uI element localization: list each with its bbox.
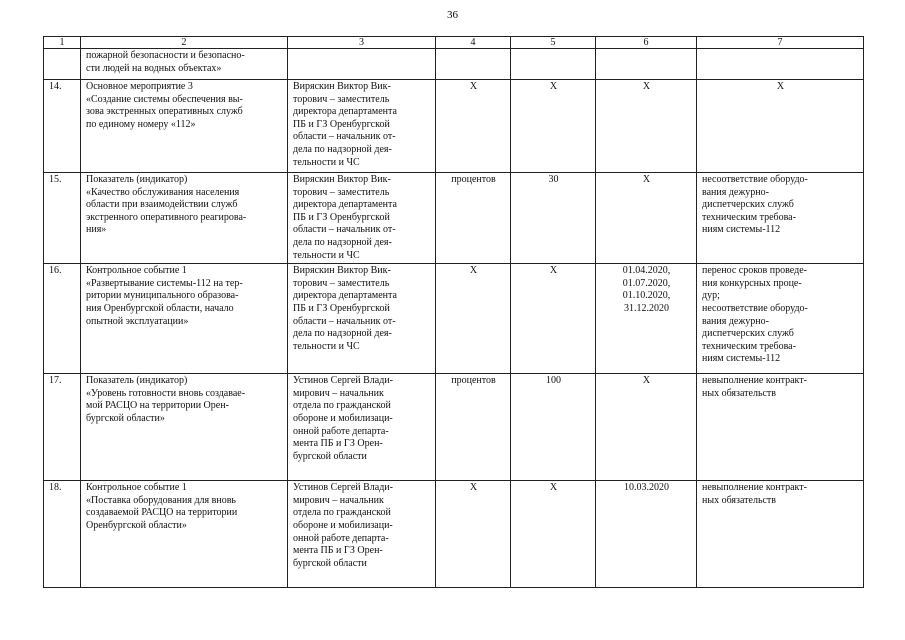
date-cell-line: 01.10.2020, <box>622 290 671 302</box>
page-number: 36 <box>447 9 458 21</box>
risk-cell <box>697 481 864 588</box>
date-cell-line: 01.04.2020, <box>622 265 671 277</box>
responsible-cell-line: Виряскин Виктор Вик- <box>293 174 391 185</box>
risk-cell <box>697 173 864 264</box>
measure-name-cell-line: бургской области» <box>86 412 165 424</box>
responsible-cell <box>288 481 436 588</box>
date-cell <box>596 374 697 481</box>
responsible-cell-line: мента ПБ и ГЗ Орен- <box>293 438 383 450</box>
measure-name-cell-line: зова экстренных оперативных служб <box>86 106 243 118</box>
column-header: 7 <box>697 37 864 49</box>
measure-name-cell <box>81 374 288 481</box>
unit-cell: Х <box>436 80 511 173</box>
responsible-cell <box>288 80 436 173</box>
date-cell <box>596 173 697 264</box>
unit-cell: Х <box>436 481 511 588</box>
column-header: 4 <box>436 37 511 49</box>
responsible-cell-line: директора департамента <box>293 199 397 211</box>
measure-name-cell-line: ния Оренбургской области, начало <box>86 302 234 314</box>
row-number <box>44 49 81 80</box>
measure-name-cell <box>81 264 288 374</box>
risk-cell <box>697 264 864 374</box>
measure-name-cell-line: Контрольное событие 1 <box>86 265 187 277</box>
responsible-cell-line: обороне и мобилизаци- <box>293 519 393 531</box>
risk-cell-line: ных обязательств <box>702 387 777 399</box>
responsible-cell-line: области – начальник от- <box>293 131 396 143</box>
measures-table <box>43 36 864 588</box>
measure-name-cell-line: «Развертывание системы-112 на тер- <box>86 277 243 289</box>
column-number-row <box>44 37 864 49</box>
measure-name-cell-line: «Уровень готовности вновь создавае- <box>86 387 246 399</box>
value-cell: Х <box>511 80 596 173</box>
row-number: 14. <box>44 80 81 173</box>
responsible-cell-line: торович – заместитель <box>293 186 390 198</box>
date-cell <box>596 481 697 588</box>
risk-cell-line: невыполнение контракт- <box>702 482 807 494</box>
responsible-cell-line: отдела по гражданской <box>293 400 391 412</box>
risk-cell-line: перенос сроков проведе- <box>702 265 807 277</box>
responsible-cell-line: области – начальник от- <box>293 224 396 236</box>
responsible-cell-line: отдела по гражданской <box>293 507 391 519</box>
measure-name-cell-line: сти людей на водных объектах» <box>86 62 222 74</box>
unit-cell <box>436 49 511 80</box>
measure-name-cell-line: Оренбургской области» <box>86 519 187 531</box>
row-number: 15. <box>44 173 81 264</box>
column-header: 6 <box>596 37 697 49</box>
row-number: 16. <box>44 264 81 374</box>
responsible-cell <box>288 173 436 264</box>
measure-name-cell-line: пожарной безопасности и безопасно- <box>86 50 245 61</box>
table-row <box>44 49 864 80</box>
risk-cell-line: вания дежурно- <box>702 186 769 198</box>
responsible-cell-line: тельности и ЧС <box>293 249 360 261</box>
column-header: 3 <box>288 37 436 49</box>
measure-name-cell-line: ния» <box>86 224 107 236</box>
responsible-cell-line: онной работе департа- <box>293 532 389 544</box>
responsible-cell-line: дела по надзорной дея- <box>293 143 392 155</box>
responsible-cell <box>288 49 436 80</box>
column-header: 5 <box>511 37 596 49</box>
responsible-cell-line: обороне и мобилизаци- <box>293 412 393 424</box>
risk-cell-line: ных обязательств <box>702 494 777 506</box>
measure-name-cell-line: опытной эксплуатации» <box>86 315 189 327</box>
risk-cell-line: техническим требова- <box>702 211 796 223</box>
unit-cell: процентов <box>436 173 511 264</box>
responsible-cell-line: Устинов Сергей Влади- <box>293 375 393 387</box>
measure-name-cell-line: ритории муниципального образова- <box>86 290 239 302</box>
value-cell <box>511 49 596 80</box>
risk-cell-line: невыполнение контракт- <box>702 375 807 387</box>
table-row <box>44 173 864 264</box>
risk-cell-line: диспетчерских служб <box>702 199 794 211</box>
responsible-cell-line: ПБ и ГЗ Оренбургской <box>293 118 390 130</box>
measure-name-cell-line: мой РАСЦО на территории Орен- <box>86 400 229 412</box>
responsible-cell-line: дела по надзорной дея- <box>293 328 392 340</box>
responsible-cell-line: директора департамента <box>293 290 397 302</box>
responsible-cell-line: торович – заместитель <box>293 277 390 289</box>
value-cell: 30 <box>511 173 596 264</box>
responsible-cell-line: мирович – начальник <box>293 494 384 506</box>
date-cell-line: Х <box>642 81 651 92</box>
responsible-cell-line: директора департамента <box>293 106 397 118</box>
column-header: 1 <box>44 37 81 49</box>
responsible-cell-line: дела по надзорной дея- <box>293 236 392 248</box>
responsible-cell-line: онной работе департа- <box>293 425 389 437</box>
risk-cell-line: дур; <box>702 290 720 302</box>
responsible-cell-line: области – начальник от- <box>293 315 396 327</box>
responsible-cell-line: мента ПБ и ГЗ Орен- <box>293 545 383 557</box>
responsible-cell-line: Устинов Сергей Влади- <box>293 482 393 494</box>
risk-cell-line: вания дежурно- <box>702 315 769 327</box>
responsible-cell-line: Виряскин Виктор Вик- <box>293 81 391 92</box>
measure-name-cell <box>81 80 288 173</box>
column-header: 2 <box>81 37 288 49</box>
risk-cell-line: ниям системы-112 <box>702 353 781 365</box>
risk-cell <box>697 80 864 173</box>
measure-name-cell-line: Основное мероприятие 3 <box>86 81 193 92</box>
risk-cell-line: диспетчерских служб <box>702 328 794 340</box>
responsible-cell-line: мирович – начальник <box>293 387 384 399</box>
risk-cell <box>697 49 864 80</box>
value-cell: 100 <box>511 374 596 481</box>
date-cell <box>596 264 697 374</box>
risk-cell-line: техническим требова- <box>702 340 796 352</box>
table-row <box>44 264 864 374</box>
measure-name-cell-line: экстренного оперативного реагирова- <box>86 211 247 223</box>
measure-name-cell <box>81 49 288 80</box>
responsible-cell-line: бургской области <box>293 557 367 569</box>
responsible-cell-line: тельности и ЧС <box>293 156 360 168</box>
measure-name-cell-line: Показатель (индикатор) <box>86 174 188 185</box>
responsible-cell <box>288 374 436 481</box>
responsible-cell-line: тельности и ЧС <box>293 340 360 352</box>
responsible-cell-line: торович – заместитель <box>293 93 390 105</box>
value-cell: Х <box>511 264 596 374</box>
row-number: 17. <box>44 374 81 481</box>
measure-name-cell-line: создаваемой РАСЦО на территории <box>86 507 238 519</box>
responsible-cell-line: бургской области <box>293 450 367 462</box>
table-row <box>44 374 864 481</box>
measure-name-cell-line: области при взаимодействии служб <box>86 199 238 211</box>
table-row <box>44 481 864 588</box>
risk-cell-line: несоответствие оборудо- <box>702 302 808 314</box>
table-row <box>44 80 864 173</box>
date-cell-line: 01.07.2020, <box>622 277 671 289</box>
date-cell-line: 31.12.2020 <box>624 302 669 314</box>
responsible-cell-line: ПБ и ГЗ Оренбургской <box>293 302 390 314</box>
measure-name-cell <box>81 481 288 588</box>
unit-cell: процентов <box>436 374 511 481</box>
value-cell: Х <box>511 481 596 588</box>
date-cell-line: Х <box>642 174 651 185</box>
date-cell-line: Х <box>642 375 651 387</box>
measure-name-cell-line: «Поставка оборудования для вновь <box>86 494 236 506</box>
date-cell <box>596 80 697 173</box>
unit-cell: Х <box>436 264 511 374</box>
responsible-cell <box>288 264 436 374</box>
date-cell <box>596 49 697 80</box>
measure-name-cell-line: по единому номеру «112» <box>86 118 196 130</box>
row-number: 18. <box>44 481 81 588</box>
risk-cell <box>697 374 864 481</box>
measure-name-cell-line: Показатель (индикатор) <box>86 375 188 387</box>
risk-cell-line: несоответствие оборудо- <box>702 174 808 185</box>
measure-name-cell-line: «Качество обслуживания населения <box>86 186 240 198</box>
date-cell-line: 10.03.2020 <box>624 482 669 494</box>
measure-name-cell <box>81 173 288 264</box>
measure-name-cell-line: Контрольное событие 1 <box>86 482 187 494</box>
risk-cell-line: ния конкурсных проце- <box>702 277 802 289</box>
measure-name-cell-line: «Создание системы обеспечения вы- <box>86 93 243 105</box>
responsible-cell-line: ПБ и ГЗ Оренбургской <box>293 211 390 223</box>
responsible-cell-line: Виряскин Виктор Вик- <box>293 265 391 277</box>
risk-cell-line: ниям системы-112 <box>702 224 781 236</box>
risk-cell-line: Х <box>776 81 785 92</box>
